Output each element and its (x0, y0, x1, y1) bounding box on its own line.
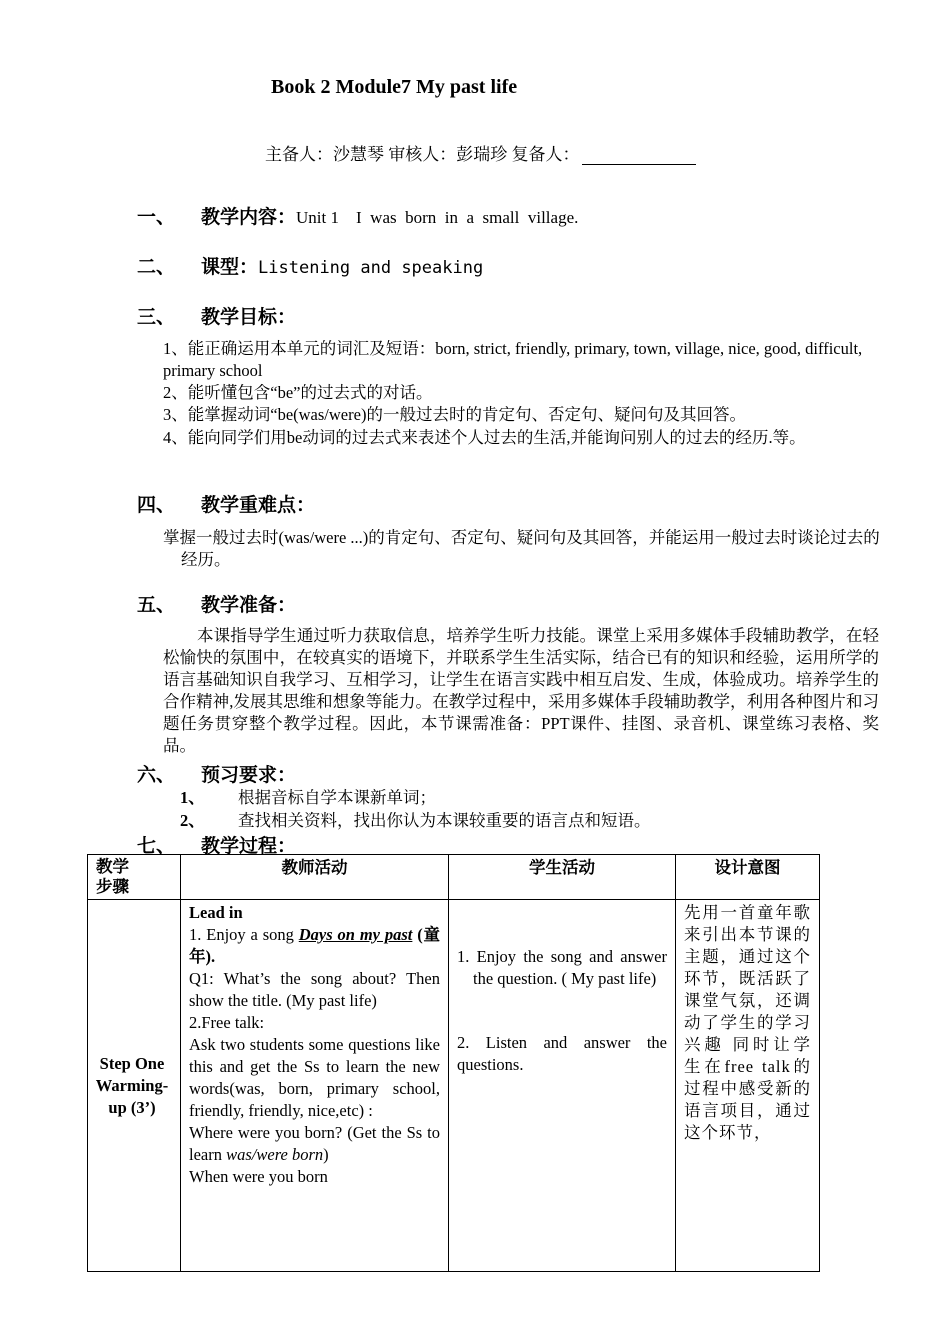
section-2-content: Listening and speaking (258, 258, 484, 278)
song-title: Days on my past (298, 925, 413, 944)
section-4 (137, 490, 315, 517)
question-1: Q1: What’s the song about? Then show the title. (My past life) (189, 969, 440, 1010)
section-4-title: 教学重难点： (201, 495, 316, 516)
prep-item-1 (180, 784, 436, 808)
teaching-process-table (87, 854, 820, 1272)
header-design: 设计意图 (676, 855, 820, 900)
section-5-num: 五、 (137, 595, 176, 616)
table-row (88, 900, 820, 1272)
section-1-content: Unit 1 I was born in a small village. (296, 208, 579, 227)
section-4-content: 掌握一般过去时(was/were ...)的肯定句、否定句、疑问句及其回答，并能运用一般过去时谈论过去的经历。 (163, 528, 880, 569)
page-title: Book 2 Module7 My past life (271, 76, 518, 98)
section-5-title: 教学准备： (201, 595, 297, 616)
section-6-num: 六、 (137, 765, 176, 786)
objective-3: 3、能掌握动词“be(was/were)的一般过去时的肯定句、否定句、疑问句及其回答。 (163, 405, 746, 424)
section-2-title: 课型： (201, 257, 259, 278)
step-cell: Step One Warming-up (3’) (88, 900, 181, 1272)
section-6-title: 预习要求： (201, 765, 297, 786)
section-6 (137, 760, 296, 787)
header-student: 学生活动 (449, 855, 676, 900)
objective-2: 2、能听懂包含“be”的过去式的对话。 (163, 383, 433, 402)
student-item-2: 2. Listen and answer the questions. (457, 1033, 667, 1074)
section-3-num: 三、 (137, 307, 176, 328)
student-activity-cell (449, 900, 676, 1272)
student-item-1: 1. Enjoy the song and answer the question. ( My past life) (457, 947, 667, 988)
section-7-title: 教学过程： (201, 836, 297, 857)
prep-item-1-num: 1、 (180, 788, 205, 807)
objective-4: 4、能向同学们用be动词的过去式来表述个人过去的生活,并能询问别人的过去的经历.等。 (163, 428, 806, 447)
header-step: 教学步骤 (88, 855, 181, 900)
enjoy-song: 1. Enjoy a song Days on my past (童年). (189, 925, 440, 966)
section-1-num: 一、 (137, 207, 176, 228)
objective-1: 1、能正确运用本单元的词汇及短语：born, strict, friendly, primary, town, village, nice, good, difficult, primary school (163, 339, 863, 380)
section-1-title: 教学内容： (201, 207, 297, 228)
prep-item-2-num: 2、 (180, 811, 205, 830)
header-teacher: 教师活动 (181, 855, 449, 900)
when-born: When were you born (189, 1167, 328, 1186)
table-header-row (88, 855, 820, 900)
section-4-num: 四、 (137, 495, 176, 516)
section-5-content: 本课指导学生通过听力获取信息，培养学生听力技能。课堂上采用多媒体手段辅助教学，在轻松愉快的氛围中，在较真实的语境下，并联系学生生活实际，结合已有的知识和经验，运用所学的语言基础知识自我学习、互相学习，让学生在语言实践中相互启发、生成，体验成功。培养学生的合作精神,发展其思维和想象等能力。在教学过程中，采用多媒体手段辅助教学，利用各种图片和习题任务贯穿整个教学过程。因此，本节课需准备：PPT课件、挂图、录音机、课堂练习表格、奖品。 (163, 626, 879, 755)
preparers-line (265, 140, 696, 165)
section-3-title: 教学目标： (201, 307, 297, 328)
ask-students: Ask two students some questions like this and get the Ss to learn the new words(was, born, primary school, friendly, friendly, nice,etc) : (189, 1035, 440, 1120)
section-2-num: 二、 (137, 257, 176, 278)
lead-in: Lead in (189, 903, 243, 922)
section-2 (137, 252, 483, 279)
prep-item-1-text: 根据音标自学本课新单词； (238, 788, 436, 807)
teacher-activity-cell (181, 900, 449, 1272)
prep-item-2 (180, 807, 651, 831)
section-3 (137, 302, 296, 329)
design-intent-cell: 先用一首童年歌来引出本节课的主题，通过这个环节，既活跃了课堂气氛，还调动了学生的学习兴趣 同时让学生在free talk的过程中感受新的语言项目，通过这个环节， (676, 900, 820, 1272)
free-talk: 2.Free talk: (189, 1013, 265, 1032)
section-5 (137, 590, 296, 617)
section-1 (137, 202, 578, 229)
reviewer-blank (582, 148, 696, 165)
section-7-num: 七、 (137, 836, 176, 857)
where-born: Where were you born? (Get the Ss to learn was/were born) (189, 1123, 440, 1164)
preparers-text: 主备人：沙慧琴 审核人：彭瑞珍 复备人： (265, 145, 580, 164)
prep-item-2-text: 查找相关资料，找出你认为本课较重要的语言点和短语。 (238, 811, 651, 830)
